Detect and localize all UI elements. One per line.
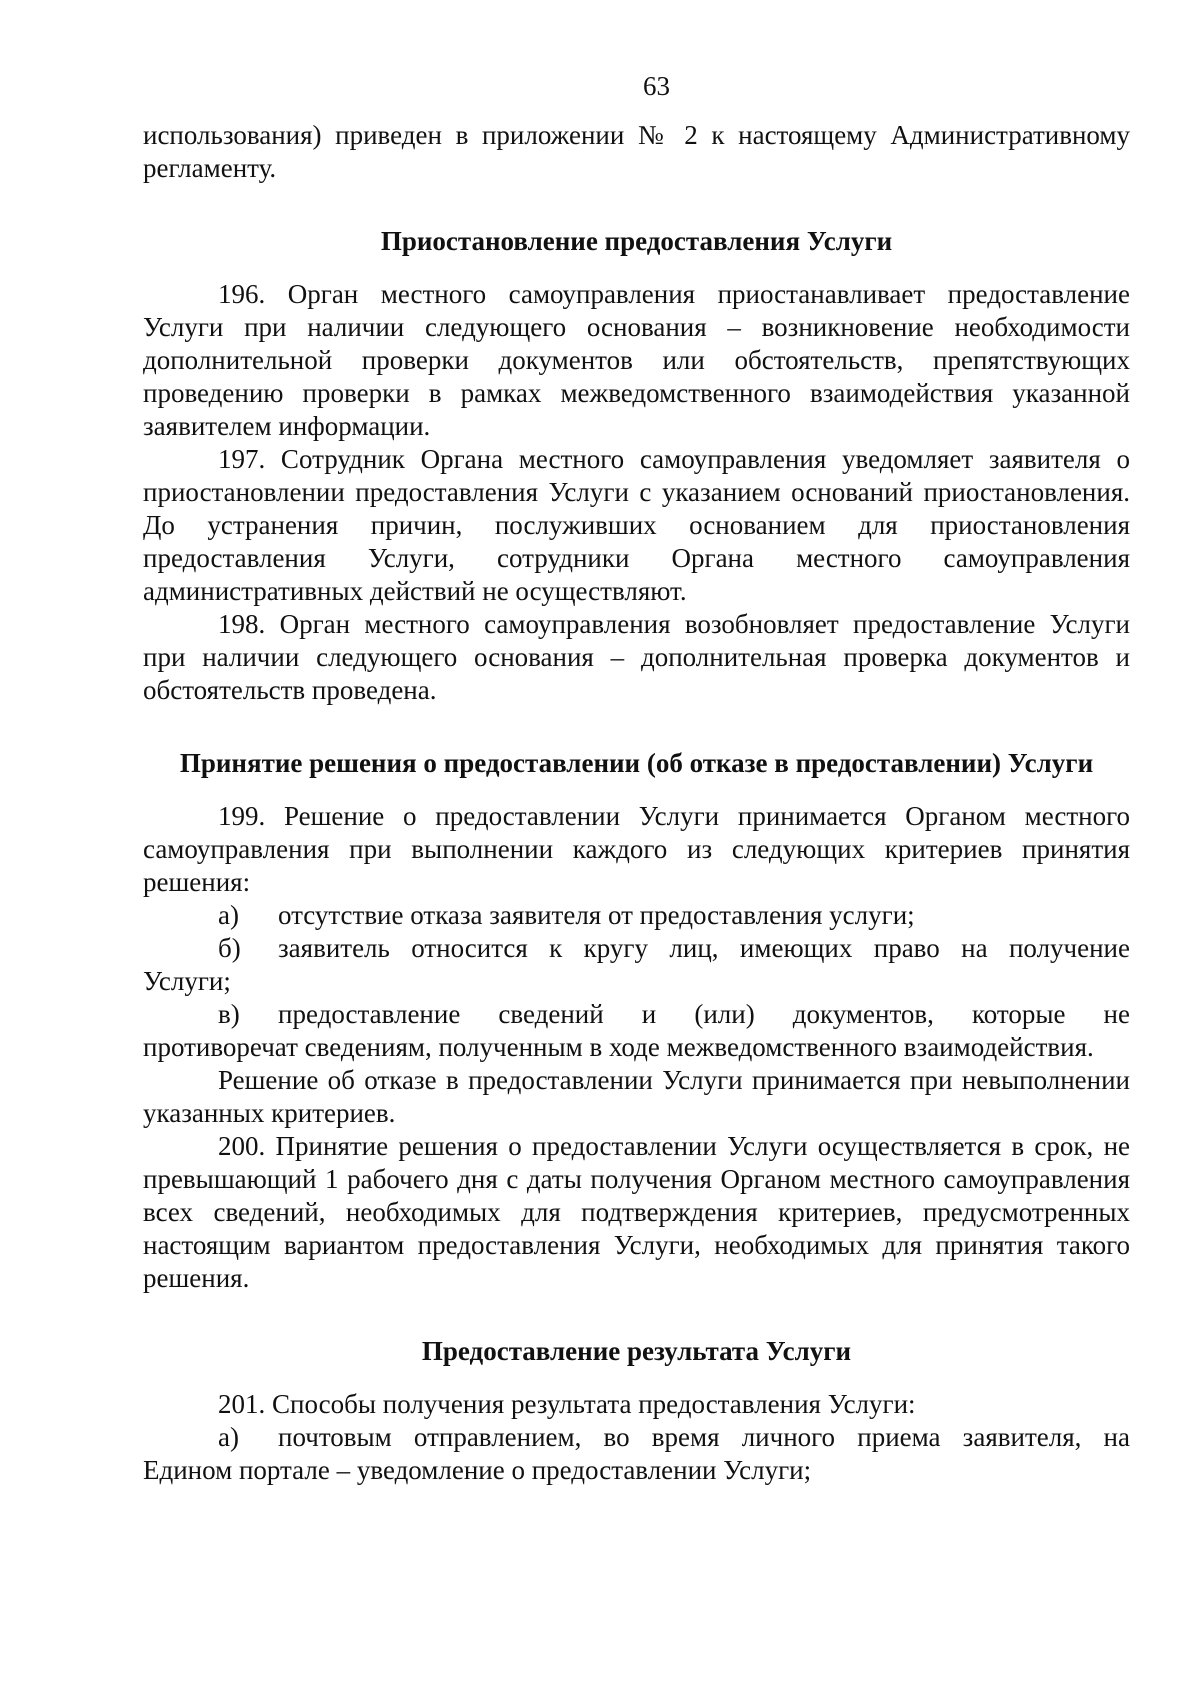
paragraph-196: 196. Орган местного самоуправления приостанавливает предоставление Услуги при наличии следующего основания – возникновение необходимости дополнительной проверки документов или обстоятельств, препятствующих проведению проверки в рамках межведомственного взаимодействия указанной заявителем информации. — [143, 279, 1130, 441]
list-item-a-result — [143, 1421, 1130, 1487]
list-item-text: заявитель относится к кругу лиц, имеющих право на получение — [278, 933, 1130, 963]
section-heading-result: Предоставление результата Услуги — [421, 1336, 852, 1366]
list-item-v — [143, 998, 1130, 1064]
list-item-continuation: Услуги; — [143, 966, 231, 996]
section-heading-decision: Принятие решения о предоставлении (об отказе в предоставлении) Услуги — [179, 748, 1094, 778]
list-item-text: отсутствие отказа заявителя от предоставления услуги; — [278, 900, 915, 930]
intro-paragraph: использования) приведен в приложении № 2 к настоящему Административному регламенту. — [143, 120, 1130, 183]
list-item-text: предоставление сведений и (или) документов, которые не — [278, 999, 1130, 1029]
paragraph-200: 200. Принятие решения о предоставлении Услуги осуществляется в срок, не превышающий 1 рабочего дня с даты получения Органом местного самоуправления всех сведений, необходимых для подтверждения критериев, предусмотренных настоящим вариантом предоставления Услуги, необходимых для принятия такого решения. — [143, 1131, 1130, 1293]
paragraph-201: 201. Способы получения результата предоставления Услуги: — [218, 1389, 916, 1419]
section-heading-suspension: Приостановление предоставления Услуги — [380, 226, 893, 256]
paragraph-197: 197. Сотрудник Органа местного самоуправления уведомляет заявителя о приостановлении предоставления Услуги с указанием оснований приостановления. До устранения причин, послуживших основанием для приостановления предоставления Услуги, сотрудники Органа местного самоуправления административных действий не осуществляют. — [143, 444, 1130, 606]
list-marker: в) — [218, 999, 240, 1029]
list-item-a — [143, 899, 1130, 932]
refusal-paragraph: Решение об отказе в предоставлении Услуги принимается при невыполнении указанных критериев. — [143, 1065, 1130, 1128]
paragraph-198: 198. Орган местного самоуправления возобновляет предоставление Услуги при наличии следующего основания – дополнительная проверка документов и обстоятельств проведена. — [143, 609, 1130, 705]
list-item-b — [143, 932, 1130, 998]
list-marker: а) — [218, 900, 239, 930]
list-item-continuation: Едином портале – уведомление о предоставлении Услуги; — [143, 1455, 812, 1485]
list-marker: а) — [218, 1422, 239, 1452]
list-item-text: почтовым отправлением, во время личного приема заявителя, на — [278, 1422, 1130, 1452]
page-number: 63 — [643, 71, 670, 101]
list-marker: б) — [218, 933, 241, 963]
paragraph-199: 199. Решение о предоставлении Услуги принимается Органом местного самоуправления при выполнении каждого из следующих критериев принятия решения: — [143, 801, 1130, 897]
list-item-continuation: противоречат сведениям, полученным в ходе межведомственного взаимодействия. — [143, 1032, 1094, 1062]
